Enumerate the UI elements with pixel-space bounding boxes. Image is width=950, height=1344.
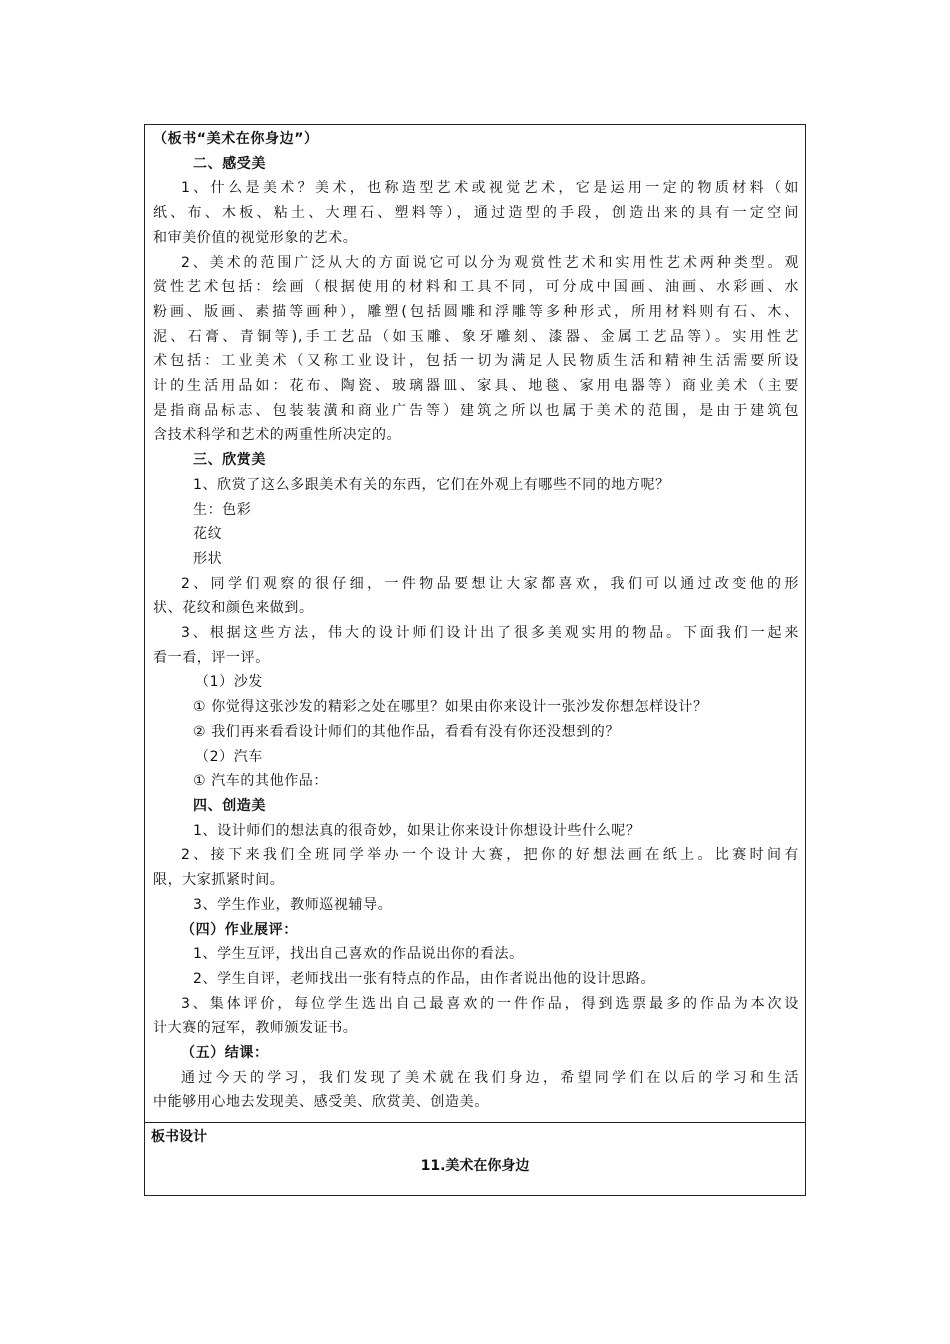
paragraph-line: 粉画、版画、素描等画种），雕塑(包括圆雕和浮雕等多种形式，所用材料则有石、木、: [153, 303, 799, 320]
paragraph-line: 1、学生互评，找出自己喜欢的作品说出你的看法。: [193, 946, 524, 963]
paragraph-line: ① 你觉得这张沙发的精彩之处在哪里？如果由你来设计一张沙发你想怎样设计？: [193, 699, 708, 716]
paragraph-line: 看一看，评一评。: [153, 649, 270, 666]
paragraph-line: 2、美术的范围广泛从大的方面说它可以分为观赏性艺术和实用性艺术两种类型。观: [181, 254, 799, 271]
section-heading-feel: 二、感受美: [193, 155, 266, 172]
paragraph-line: 是指商品标志、包装装潢和商业广告等）建筑之所以也属于美术的范围，是由于建筑包: [153, 402, 799, 419]
paragraph-line: 含技术科学和艺术的两重性所决定的。: [153, 427, 402, 444]
paragraph-line: ① 汽车的其他作品：: [193, 773, 329, 790]
paragraph-line: 1、什么是美术？美术，也称造型艺术或视觉艺术，它是运用一定的物质材料（如: [181, 180, 799, 197]
paragraph-line: 术包括：工业美术（又称工业设计，包括一切为满足人民物质生活和精神生活需要所设: [153, 353, 799, 370]
paragraph-line: 赏性艺术包括：绘画（根据使用的材料和工具不同，可分成中国画、油画、水彩画、水: [153, 279, 799, 296]
student-answer: 花纹: [193, 526, 223, 543]
paragraph-line: 计大赛的冠军，教师颁发证书。: [153, 1020, 358, 1037]
lesson-content-cell: [145, 125, 805, 1123]
board-design-cell: [145, 1123, 805, 1195]
board-design-title: 11.美术在你身边: [420, 1158, 530, 1174]
paragraph-line: 和审美价值的视觉形象的艺术。: [153, 229, 358, 246]
student-answer: 形状: [193, 550, 223, 567]
paragraph-line: 状、花纹和颜色来做到。: [153, 600, 314, 617]
board-note: （板书“美术在你身边”）: [153, 131, 319, 147]
sub-item-sofa: （1）沙发: [195, 674, 263, 691]
sub-item-car: （2）汽车: [195, 748, 263, 765]
paragraph-line: 1、欣赏了这么多跟美术有关的东西，它们在外观上有哪些不同的地方呢？: [193, 476, 670, 493]
paragraph-line: 纸、布、木板、粘土、大理石、塑料等），通过造型的手段，创造出来的具有一定空间: [153, 205, 799, 222]
paragraph-line: ② 我们再来看看设计师们的其他作品，看看有没有你还没想到的？: [193, 723, 620, 740]
paragraph-line: 计的生活用品如：花布、陶瓷、玻璃器皿、家具、地毯、家用电器等）商业美术（主要: [153, 378, 799, 395]
section-heading-appreciate: 三、欣赏美: [193, 452, 266, 469]
lesson-plan-table: [144, 124, 806, 1196]
paragraph-line: 3、学生作业，教师巡视辅导。: [193, 896, 393, 913]
paragraph-line: 通过今天的学习，我们发现了美术就在我们身边，希望同学们在以后的学习和生活: [181, 1069, 799, 1086]
paragraph-line: 3、集体评价，每位学生选出自己最喜欢的一件作品，得到选票最多的作品为本次设: [181, 995, 799, 1012]
paragraph-line: 中能够用心地去发现美、感受美、欣赏美、创造美。: [153, 1094, 489, 1111]
paragraph-line: 2、同学们观察的很仔细，一件物品要想让大家都喜欢，我们可以通过改变他的形: [181, 575, 799, 592]
board-design-label: 板书设计: [151, 1129, 207, 1145]
student-answer: 生：色彩: [193, 501, 252, 518]
paragraph-line: 2、学生自评，老师找出一张有特点的作品，由作者说出他的设计思路。: [193, 970, 656, 987]
paragraph-line: 3、根据这些方法，伟大的设计师们设计出了很多美观实用的物品。下面我们一起来: [181, 625, 799, 642]
section-heading-conclusion: （五）结课：: [181, 1045, 269, 1062]
paragraph-line: 2、接下来我们全班同学举办一个设计大赛，把你的好想法画在纸上。比赛时间有: [181, 847, 799, 864]
paragraph-line: 1、设计师们的想法真的很奇妙，如果让你来设计你想设计些什么呢？: [193, 822, 641, 839]
paragraph-line: 泥、石膏、青铜等),手工艺品（如玉雕、象牙雕刻、漆器、金属工艺品等）。实用性艺: [153, 328, 799, 345]
section-heading-review: （四）作业展评：: [181, 921, 298, 938]
section-heading-create: 四、创造美: [193, 797, 266, 814]
paragraph-line: 限，大家抓紧时间。: [153, 872, 285, 889]
